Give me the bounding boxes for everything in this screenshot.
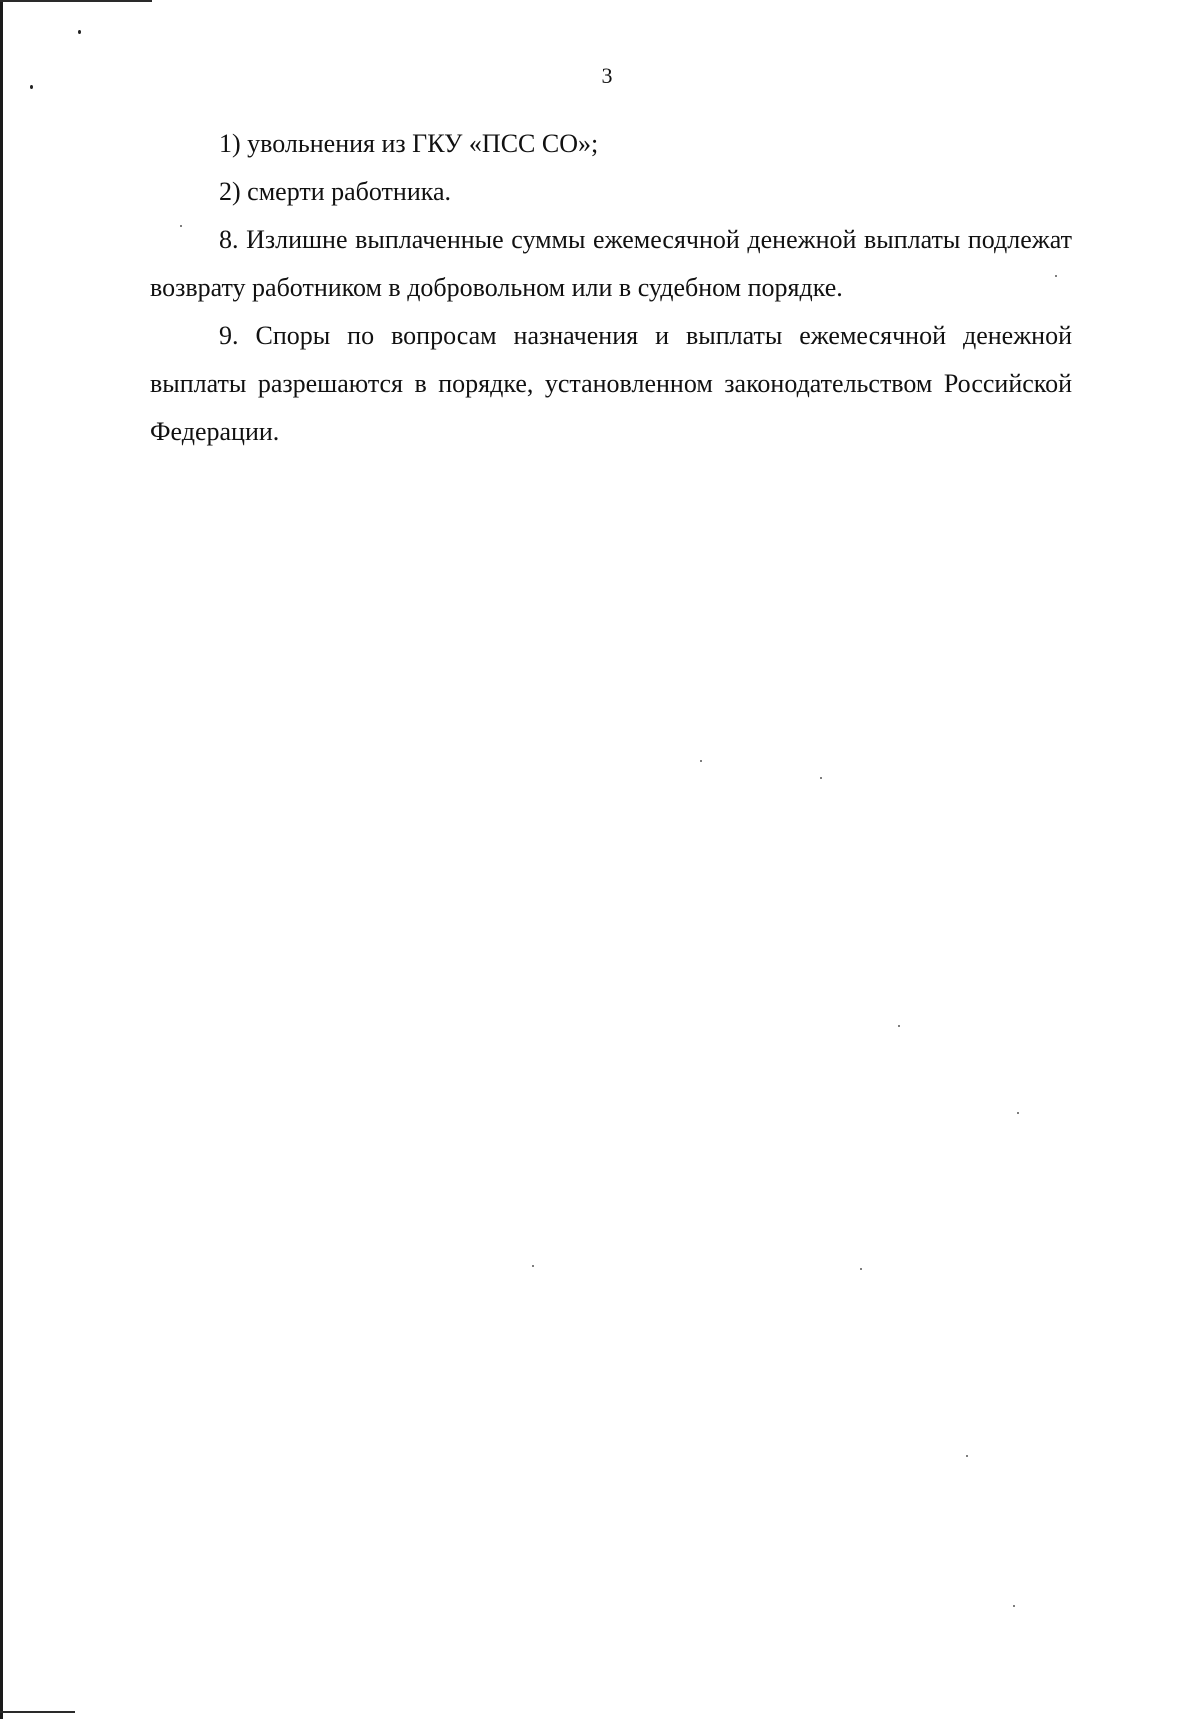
- page-number: 3: [601, 63, 613, 88]
- scan-speck: [966, 1455, 968, 1457]
- scan-bottom-rule: [0, 1711, 75, 1713]
- paragraph: 8. Излишне выплаченные суммы ежемесячной денежной выплаты подлежат возврату работником в добровольном или в судебном порядке.: [150, 225, 1072, 302]
- paragraph: 9. Споры по вопросам назначения и выплаты ежемесячной денежной выплаты разрешаются в порядке, установленном законодательством Российской Федерации.: [150, 321, 1072, 446]
- paragraph: 1) увольнения из ГКУ «ПСС СО»;: [219, 129, 599, 158]
- scan-edge-line: [0, 0, 3, 1719]
- scan-speck: [1017, 1112, 1019, 1114]
- scan-speck: [532, 1265, 534, 1267]
- paragraph: 2) смерти работника.: [219, 177, 452, 206]
- scan-top-rule: [0, 0, 152, 2]
- scan-speck: [78, 30, 81, 34]
- scan-speck: [898, 1025, 900, 1027]
- document-body: [150, 120, 1072, 456]
- scan-speck: [1013, 1605, 1015, 1607]
- scan-speck: [860, 1268, 862, 1270]
- scan-speck: [700, 760, 702, 762]
- scan-speck: [820, 777, 822, 779]
